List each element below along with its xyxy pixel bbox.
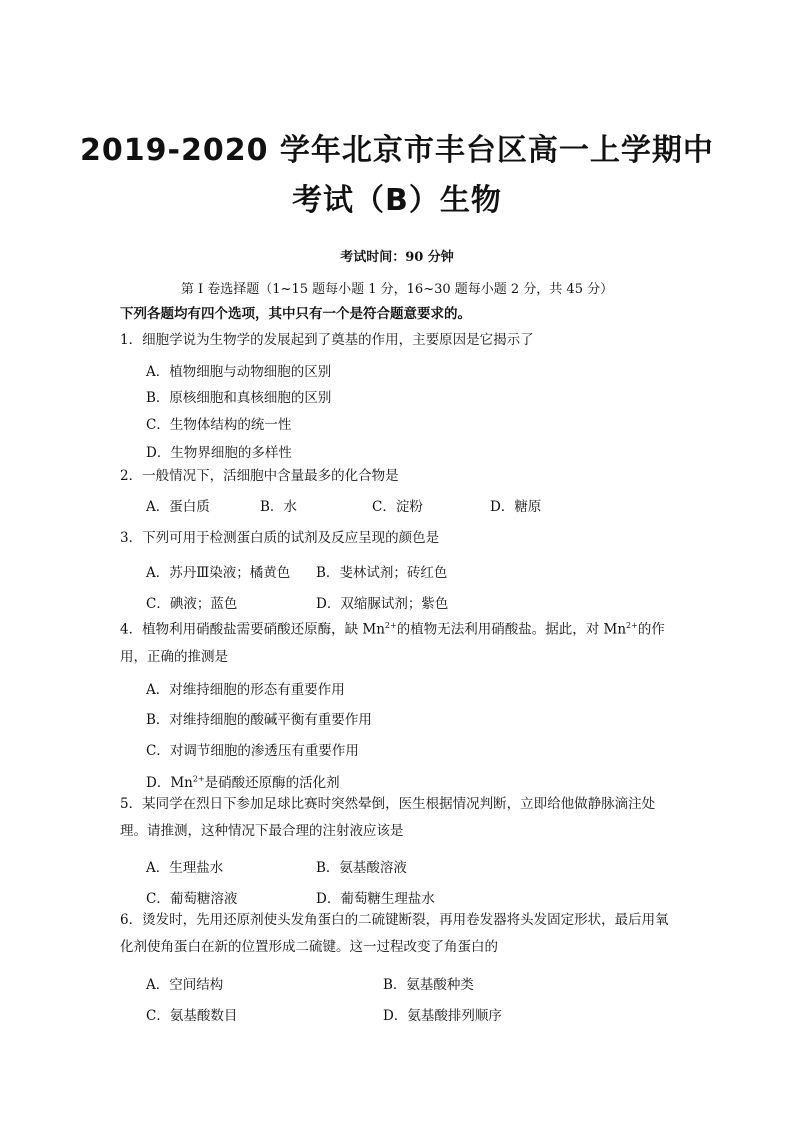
question-4-stem-part3: 的作用，正确的推测是 [120,621,665,665]
question-3-option-c: C．碘液；蓝色 [146,596,238,612]
question-6-option-a: A．空间结构 [146,977,224,993]
question-5-option-a: A．生理盐水 [146,860,224,876]
question-1-option-b: B．原核细胞和真核细胞的区别 [146,390,332,406]
question-2-option-c: C．淀粉 [372,499,423,515]
document-title-line1: 2019-2020 学年北京市丰台区高一上学期中 [80,133,714,168]
question-2-option-a: A．蛋白质 [146,499,210,515]
question-3-option-d: D．双缩脲试剂；紫色 [316,596,449,612]
mn-charge-superscript: 2+ [626,621,638,630]
question-1-option-a: A．植物细胞与动物细胞的区别 [146,364,332,380]
question-2-stem: 2．一般情况下，活细胞中含量最多的化合物是 [120,468,399,484]
question-5-stem: 5．某同学在烈日下参加足球比赛时突然晕倒，医生根据情况判断，立即给他做静脉滴注处理。请推测，这种情况下最合理的注射液应该是 [120,796,656,839]
question-4-option-a: A．对维持细胞的形态有重要作用 [146,682,345,698]
question-4-option-d-part1: D．Mn [146,775,193,791]
question-4-stem-part1: 4．植物利用硝酸盐需要硝酸还原酶，缺 Mn [120,621,385,638]
question-4-option-d [146,771,340,791]
question-3-stem: 3．下列可用于检测蛋白质的试剂及反应呈现的颜色是 [120,530,440,546]
question-4-option-b: B．对维持细胞的酸碱平衡有重要作用 [146,712,372,728]
question-1-stem: 1．细胞学说为生物学的发展起到了奠基的作用，主要原因是它揭示了 [120,332,534,348]
question-2-option-b: B．水 [260,499,297,515]
section-heading: 第 I 卷选择题（1~15 题每小题 1 分，16~30 题每小题 2 分，共 45 分） [180,282,614,297]
question-6-stem: 6．烫发时，先用还原剂使头发角蛋白的二硫键断裂，再用卷发器将头发固定形状，最后用氧化剂使角蛋白在新的位置形成二硫键。这一过程改变了角蛋白的 [120,912,669,955]
instructions: 下列各题均有四个选项，其中只有一个是符合题意要求的。 [120,306,471,322]
question-5-option-b: B．氨基酸溶液 [316,860,407,876]
question-1-option-d: D．生物界细胞的多样性 [146,445,292,461]
document-title-line2: 考试（B）生物 [292,183,502,218]
mn-charge-superscript: 2+ [384,621,397,630]
mn-charge-superscript: 2+ [192,774,205,784]
question-6-option-b: B．氨基酸种类 [383,977,474,993]
question-4-option-c: C．对调节细胞的渗透压有重要作用 [146,743,359,759]
exam-time: 考试时间：90 分钟 [340,250,454,265]
question-3-option-a: A．苏丹Ⅲ染液；橘黄色 [146,565,291,581]
question-3-option-b: B．斐林试剂；砖红色 [316,565,448,581]
question-4-stem-part2: 的植物无法利用硝酸盐。据此，对 Mn [396,621,627,638]
question-5-option-c: C．葡萄糖溶液 [146,891,238,907]
question-2-option-d: D．糖原 [490,499,542,515]
question-5-option-d: D．葡萄糖生理盐水 [316,891,435,907]
question-1-option-c: C．生物体结构的统一性 [146,417,292,433]
question-6-option-c: C．氨基酸数目 [146,1008,238,1024]
question-6-option-d: D．氨基酸排列顺序 [383,1008,502,1024]
question-4-stem [120,612,680,671]
question-4-option-d-part2: 是硝酸还原酶的活化剂 [204,775,340,791]
